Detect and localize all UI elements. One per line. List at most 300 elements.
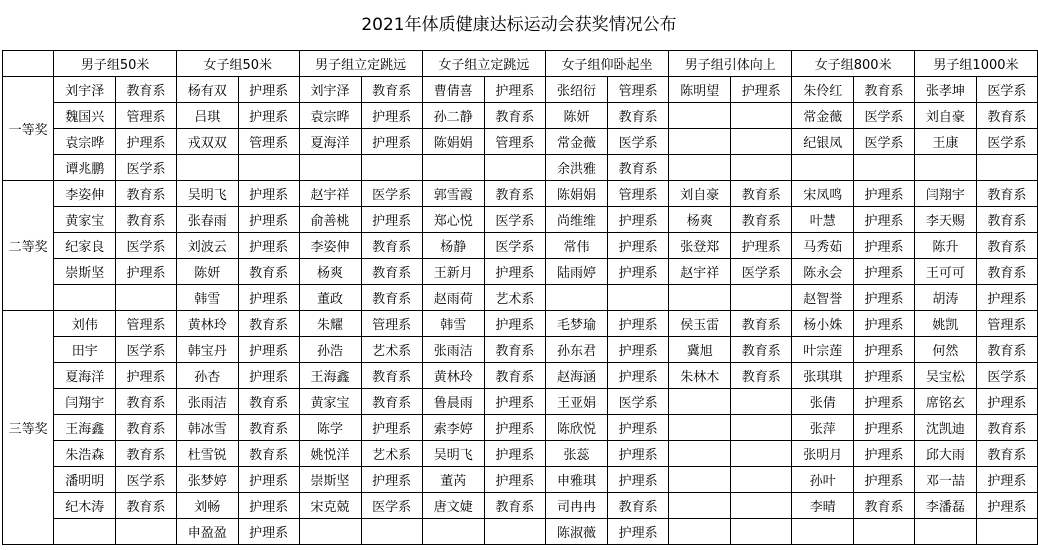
department-cell: 护理系 [238, 363, 299, 389]
column-header: 女子组立定跳远 [422, 51, 545, 77]
department-cell: 医学系 [484, 207, 545, 233]
department-cell: 医学系 [116, 233, 177, 259]
name-cell: 王新月 [422, 259, 484, 285]
department-cell [731, 155, 792, 181]
department-cell [361, 519, 422, 545]
department-cell: 医学系 [976, 363, 1037, 389]
name-cell: 冀旭 [669, 337, 731, 363]
name-cell: 张琪琪 [792, 363, 854, 389]
department-cell: 教育系 [361, 259, 422, 285]
department-cell: 管理系 [608, 181, 669, 207]
department-cell: 教育系 [116, 493, 177, 519]
department-cell [976, 519, 1037, 545]
department-cell: 护理系 [238, 233, 299, 259]
name-cell [669, 415, 731, 441]
department-cell: 护理系 [361, 415, 422, 441]
table-row [3, 285, 1038, 311]
name-cell: 姚凯 [914, 311, 976, 337]
name-cell: 张蕊 [545, 441, 607, 467]
table-row [3, 363, 1038, 389]
name-cell: 毛梦瑜 [545, 311, 607, 337]
department-cell: 医学系 [976, 129, 1037, 155]
name-cell: 韩冰雪 [176, 415, 238, 441]
name-cell: 孙浩 [299, 337, 361, 363]
department-cell: 医学系 [361, 181, 422, 207]
department-cell: 护理系 [976, 285, 1037, 311]
department-cell: 教育系 [976, 233, 1037, 259]
department-cell [731, 285, 792, 311]
department-cell: 医学系 [854, 103, 915, 129]
department-cell: 护理系 [361, 207, 422, 233]
name-cell: 张梦婷 [176, 467, 238, 493]
department-cell: 护理系 [484, 389, 545, 415]
department-cell: 护理系 [361, 129, 422, 155]
table-row [3, 207, 1038, 233]
name-cell: 陈永会 [792, 259, 854, 285]
name-cell: 陆雨婷 [545, 259, 607, 285]
name-cell [299, 155, 361, 181]
name-cell: 陈妍 [545, 103, 607, 129]
department-cell: 护理系 [238, 207, 299, 233]
name-cell [299, 519, 361, 545]
department-cell: 教育系 [361, 285, 422, 311]
department-cell: 教育系 [116, 181, 177, 207]
name-cell: 张登郑 [669, 233, 731, 259]
name-cell: 常金薇 [792, 103, 854, 129]
department-cell: 护理系 [484, 441, 545, 467]
name-cell: 韩雪 [422, 311, 484, 337]
department-cell: 护理系 [608, 311, 669, 337]
table-row [3, 77, 1038, 103]
name-cell: 陈升 [914, 233, 976, 259]
department-cell: 护理系 [854, 363, 915, 389]
name-cell: 何然 [914, 337, 976, 363]
name-cell: 潘明明 [54, 467, 116, 493]
table-row [3, 155, 1038, 181]
department-cell: 教育系 [116, 207, 177, 233]
department-cell [731, 415, 792, 441]
department-cell: 护理系 [854, 441, 915, 467]
department-cell: 护理系 [608, 441, 669, 467]
department-cell: 护理系 [854, 181, 915, 207]
department-cell: 教育系 [484, 181, 545, 207]
name-cell: 朱耀 [299, 311, 361, 337]
table-row [3, 103, 1038, 129]
department-cell: 护理系 [116, 259, 177, 285]
department-cell: 医学系 [484, 233, 545, 259]
name-cell: 刘宇泽 [54, 77, 116, 103]
name-cell [669, 103, 731, 129]
department-cell: 艺术系 [484, 285, 545, 311]
name-cell: 张春雨 [176, 207, 238, 233]
column-header: 男子组1000米 [914, 51, 1037, 77]
name-cell: 赵宇祥 [669, 259, 731, 285]
name-cell: 杜雪锐 [176, 441, 238, 467]
department-cell: 教育系 [731, 311, 792, 337]
name-cell: 吴明飞 [422, 441, 484, 467]
department-cell: 教育系 [731, 207, 792, 233]
name-cell: 刘畅 [176, 493, 238, 519]
name-cell: 吕琪 [176, 103, 238, 129]
name-cell [669, 285, 731, 311]
department-cell: 护理系 [238, 103, 299, 129]
department-cell: 教育系 [731, 337, 792, 363]
department-cell: 教育系 [976, 207, 1037, 233]
department-cell: 教育系 [976, 415, 1037, 441]
name-cell [669, 493, 731, 519]
name-cell: 赵宇祥 [299, 181, 361, 207]
name-cell: 纪木涛 [54, 493, 116, 519]
department-cell [484, 519, 545, 545]
department-cell: 医学系 [608, 129, 669, 155]
name-cell: 王康 [914, 129, 976, 155]
name-cell: 孙东君 [545, 337, 607, 363]
department-cell [731, 389, 792, 415]
department-cell: 教育系 [608, 493, 669, 519]
department-cell: 护理系 [854, 233, 915, 259]
department-cell: 护理系 [854, 207, 915, 233]
department-cell: 教育系 [608, 155, 669, 181]
table-row [3, 311, 1038, 337]
name-cell: 杨静 [422, 233, 484, 259]
name-cell: 杨爽 [299, 259, 361, 285]
name-cell: 杨爽 [669, 207, 731, 233]
name-cell: 席铭玄 [914, 389, 976, 415]
department-cell: 医学系 [976, 77, 1037, 103]
department-cell [238, 155, 299, 181]
name-cell: 张孝坤 [914, 77, 976, 103]
name-cell: 谭兆鹏 [54, 155, 116, 181]
department-cell: 护理系 [608, 207, 669, 233]
department-cell [116, 519, 177, 545]
name-cell [669, 441, 731, 467]
name-cell: 叶慧 [792, 207, 854, 233]
column-header: 男子组立定跳远 [299, 51, 422, 77]
name-cell: 王海鑫 [54, 415, 116, 441]
name-cell: 俞善桃 [299, 207, 361, 233]
name-cell: 郭雪霞 [422, 181, 484, 207]
name-cell: 尚维维 [545, 207, 607, 233]
table-row [3, 519, 1038, 545]
name-cell: 赵智誉 [792, 285, 854, 311]
table-row [3, 415, 1038, 441]
name-cell: 陈学 [299, 415, 361, 441]
department-cell: 护理系 [116, 363, 177, 389]
name-cell: 刘伟 [54, 311, 116, 337]
name-cell: 董芮 [422, 467, 484, 493]
department-cell: 护理系 [854, 259, 915, 285]
table-row [3, 467, 1038, 493]
department-cell [854, 155, 915, 181]
name-cell: 李晴 [792, 493, 854, 519]
department-cell: 管理系 [361, 311, 422, 337]
name-cell: 索李婷 [422, 415, 484, 441]
name-cell: 郑心悦 [422, 207, 484, 233]
name-cell: 陈妍 [176, 259, 238, 285]
department-cell [731, 129, 792, 155]
name-cell [422, 519, 484, 545]
department-cell: 教育系 [116, 441, 177, 467]
name-cell: 张明月 [792, 441, 854, 467]
table-row [3, 233, 1038, 259]
name-cell [914, 519, 976, 545]
column-header: 女子组50米 [176, 51, 299, 77]
department-cell: 教育系 [976, 441, 1037, 467]
department-cell: 管理系 [484, 129, 545, 155]
name-cell: 陈娟娟 [422, 129, 484, 155]
department-cell: 医学系 [731, 259, 792, 285]
name-cell: 赵雨荷 [422, 285, 484, 311]
name-cell: 姚悦洋 [299, 441, 361, 467]
department-cell: 教育系 [116, 415, 177, 441]
column-header: 女子组仰卧起坐 [545, 51, 668, 77]
award-level-label: 二等奖 [3, 181, 54, 311]
name-cell: 杨有双 [176, 77, 238, 103]
department-cell: 教育系 [238, 311, 299, 337]
name-cell: 张绍衍 [545, 77, 607, 103]
department-cell: 护理系 [238, 337, 299, 363]
department-cell: 教育系 [976, 337, 1037, 363]
department-cell: 护理系 [238, 181, 299, 207]
department-cell [731, 103, 792, 129]
name-cell: 邱大雨 [914, 441, 976, 467]
department-cell: 教育系 [484, 337, 545, 363]
department-cell [731, 493, 792, 519]
name-cell: 唐文婕 [422, 493, 484, 519]
name-cell: 王海鑫 [299, 363, 361, 389]
department-cell: 教育系 [238, 415, 299, 441]
department-cell: 管理系 [608, 77, 669, 103]
department-cell: 护理系 [608, 233, 669, 259]
table-row [3, 337, 1038, 363]
department-cell: 教育系 [361, 77, 422, 103]
department-cell: 护理系 [238, 493, 299, 519]
name-cell: 司冉冉 [545, 493, 607, 519]
name-cell: 陈明望 [669, 77, 731, 103]
table-row [3, 181, 1038, 207]
department-cell: 教育系 [976, 181, 1037, 207]
name-cell: 叶宗莲 [792, 337, 854, 363]
name-cell: 孙叶 [792, 467, 854, 493]
department-cell: 护理系 [854, 467, 915, 493]
name-cell: 申盈盈 [176, 519, 238, 545]
department-cell: 医学系 [116, 337, 177, 363]
column-header: 男子组引体向上 [669, 51, 792, 77]
department-cell: 管理系 [116, 103, 177, 129]
name-cell: 马秀茹 [792, 233, 854, 259]
name-cell: 韩雪 [176, 285, 238, 311]
department-cell: 护理系 [238, 77, 299, 103]
department-cell [976, 155, 1037, 181]
department-cell: 教育系 [484, 493, 545, 519]
department-cell: 管理系 [116, 311, 177, 337]
department-cell: 教育系 [976, 103, 1037, 129]
name-cell [669, 519, 731, 545]
department-cell: 护理系 [608, 415, 669, 441]
department-cell: 教育系 [116, 77, 177, 103]
department-cell: 教育系 [361, 389, 422, 415]
name-cell [914, 155, 976, 181]
name-cell: 申雅琪 [545, 467, 607, 493]
department-cell: 教育系 [608, 103, 669, 129]
department-cell: 护理系 [854, 337, 915, 363]
name-cell: 宋克兢 [299, 493, 361, 519]
table-row [3, 389, 1038, 415]
name-cell [669, 129, 731, 155]
name-cell: 刘波云 [176, 233, 238, 259]
department-cell: 护理系 [361, 467, 422, 493]
name-cell: 李天赐 [914, 207, 976, 233]
name-cell: 鲁晨雨 [422, 389, 484, 415]
name-cell: 张雨洁 [176, 389, 238, 415]
department-cell: 护理系 [116, 129, 177, 155]
department-cell: 护理系 [854, 311, 915, 337]
department-cell: 护理系 [731, 233, 792, 259]
name-cell: 韩宝丹 [176, 337, 238, 363]
department-cell: 护理系 [608, 519, 669, 545]
name-cell: 朱浩森 [54, 441, 116, 467]
header-row [3, 51, 1038, 77]
name-cell: 张萍 [792, 415, 854, 441]
department-cell: 护理系 [484, 311, 545, 337]
department-cell [608, 285, 669, 311]
name-cell: 戎双双 [176, 129, 238, 155]
name-cell: 常伟 [545, 233, 607, 259]
name-cell: 魏国兴 [54, 103, 116, 129]
department-cell: 教育系 [854, 77, 915, 103]
department-cell: 教育系 [731, 363, 792, 389]
column-header: 女子组800米 [792, 51, 915, 77]
name-cell: 朱林木 [669, 363, 731, 389]
department-cell [731, 519, 792, 545]
name-cell: 孙杏 [176, 363, 238, 389]
name-cell: 侯玉雷 [669, 311, 731, 337]
department-cell: 护理系 [608, 467, 669, 493]
name-cell: 胡涛 [914, 285, 976, 311]
department-cell: 护理系 [976, 467, 1037, 493]
department-cell: 护理系 [731, 77, 792, 103]
name-cell: 纪银凤 [792, 129, 854, 155]
department-cell: 教育系 [854, 493, 915, 519]
department-cell: 教育系 [116, 389, 177, 415]
name-cell: 黄林玲 [422, 363, 484, 389]
department-cell: 护理系 [238, 519, 299, 545]
table-row [3, 129, 1038, 155]
name-cell: 王可可 [914, 259, 976, 285]
name-cell: 袁宗晔 [54, 129, 116, 155]
department-cell: 护理系 [608, 337, 669, 363]
award-level-label: 三等奖 [3, 311, 54, 545]
department-cell: 教育系 [484, 363, 545, 389]
name-cell: 刘宇泽 [299, 77, 361, 103]
name-cell: 邓一喆 [914, 467, 976, 493]
name-cell: 曹倩喜 [422, 77, 484, 103]
name-cell: 陈娟娟 [545, 181, 607, 207]
name-cell: 赵海涵 [545, 363, 607, 389]
department-cell: 护理系 [976, 389, 1037, 415]
table-row [3, 493, 1038, 519]
name-cell [792, 155, 854, 181]
name-cell [669, 155, 731, 181]
department-cell: 护理系 [361, 103, 422, 129]
name-cell [422, 155, 484, 181]
department-cell [731, 467, 792, 493]
department-cell: 艺术系 [361, 441, 422, 467]
department-cell: 医学系 [608, 389, 669, 415]
department-cell: 管理系 [238, 129, 299, 155]
department-cell: 医学系 [116, 467, 177, 493]
name-cell: 李潘磊 [914, 493, 976, 519]
name-cell: 孙二静 [422, 103, 484, 129]
name-cell: 沈凯迪 [914, 415, 976, 441]
header-corner [3, 51, 54, 77]
department-cell: 教育系 [238, 441, 299, 467]
name-cell: 朱伶红 [792, 77, 854, 103]
name-cell [669, 389, 731, 415]
name-cell: 吴明飞 [176, 181, 238, 207]
name-cell [669, 467, 731, 493]
name-cell [176, 155, 238, 181]
name-cell: 刘自豪 [669, 181, 731, 207]
department-cell: 护理系 [238, 467, 299, 493]
department-cell: 护理系 [484, 259, 545, 285]
page-title: 2021年体质健康达标运动会获奖情况公布 [361, 15, 677, 35]
department-cell [116, 285, 177, 311]
column-header: 男子组50米 [54, 51, 177, 77]
department-cell: 教育系 [238, 389, 299, 415]
name-cell: 杨小姝 [792, 311, 854, 337]
name-cell: 黄林玲 [176, 311, 238, 337]
department-cell: 护理系 [854, 389, 915, 415]
department-cell: 管理系 [976, 311, 1037, 337]
name-cell: 崇斯坚 [54, 259, 116, 285]
name-cell: 夏海洋 [54, 363, 116, 389]
name-cell: 闫翔宇 [54, 389, 116, 415]
department-cell: 护理系 [238, 285, 299, 311]
department-cell: 护理系 [608, 259, 669, 285]
department-cell [854, 519, 915, 545]
department-cell: 教育系 [731, 181, 792, 207]
department-cell: 教育系 [238, 259, 299, 285]
name-cell: 常金薇 [545, 129, 607, 155]
award-level-label: 一等奖 [3, 77, 54, 181]
table-row [3, 441, 1038, 467]
department-cell: 教育系 [361, 233, 422, 259]
name-cell: 黄家宝 [299, 389, 361, 415]
department-cell: 护理系 [854, 415, 915, 441]
name-cell [54, 285, 116, 311]
department-cell: 教育系 [976, 259, 1037, 285]
name-cell: 袁宗晔 [299, 103, 361, 129]
department-cell: 医学系 [361, 493, 422, 519]
department-cell: 护理系 [976, 493, 1037, 519]
name-cell: 田宇 [54, 337, 116, 363]
name-cell: 张倩 [792, 389, 854, 415]
name-cell: 纪家良 [54, 233, 116, 259]
name-cell: 夏海洋 [299, 129, 361, 155]
department-cell: 教育系 [484, 103, 545, 129]
name-cell: 宋凤鸣 [792, 181, 854, 207]
name-cell: 陈欣悦 [545, 415, 607, 441]
department-cell: 护理系 [854, 285, 915, 311]
name-cell: 王亚娟 [545, 389, 607, 415]
department-cell [731, 441, 792, 467]
name-cell: 董政 [299, 285, 361, 311]
name-cell: 张雨洁 [422, 337, 484, 363]
table-row [3, 259, 1038, 285]
department-cell: 护理系 [484, 415, 545, 441]
name-cell: 李姿伸 [54, 181, 116, 207]
